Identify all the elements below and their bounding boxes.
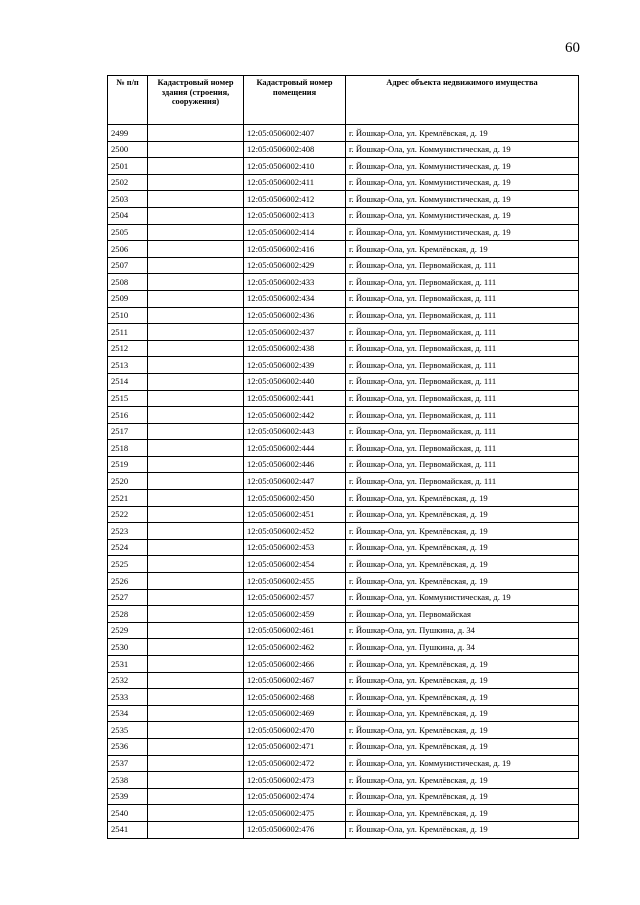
table-row: [108, 390, 579, 407]
premises-cadastral-cell: 12:05:0506002:444: [244, 440, 346, 457]
premises-cadastral-cell: 12:05:0506002:468: [244, 689, 346, 706]
row-number-cell: 2499: [108, 125, 148, 142]
building-cadastral-cell: [148, 722, 244, 739]
table-row: [108, 722, 579, 739]
address-cell: г. Йошкар-Ола, ул. Коммунистическая, д. 19: [346, 191, 579, 208]
address-cell: г. Йошкар-Ола, ул. Кремлёвская, д. 19: [346, 125, 579, 142]
building-cadastral-cell: [148, 622, 244, 639]
premises-cadastral-cell: 12:05:0506002:450: [244, 490, 346, 507]
table-row: [108, 125, 579, 142]
premises-cadastral-cell: 12:05:0506002:453: [244, 539, 346, 556]
premises-cadastral-cell: 12:05:0506002:414: [244, 224, 346, 241]
table-row: [108, 589, 579, 606]
building-cadastral-cell: [148, 606, 244, 623]
row-number-cell: 2521: [108, 490, 148, 507]
premises-cadastral-cell: 12:05:0506002:443: [244, 423, 346, 440]
building-cadastral-cell: [148, 324, 244, 341]
premises-cadastral-cell: 12:05:0506002:462: [244, 639, 346, 656]
row-number-cell: 2537: [108, 755, 148, 772]
address-cell: г. Йошкар-Ола, ул. Кремлёвская, д. 19: [346, 656, 579, 673]
address-cell: г. Йошкар-Ола, ул. Пушкина, д. 34: [346, 622, 579, 639]
row-number-cell: 2536: [108, 738, 148, 755]
address-cell: г. Йошкар-Ола, ул. Кремлёвская, д. 19: [346, 821, 579, 838]
row-number-cell: 2529: [108, 622, 148, 639]
address-cell: г. Йошкар-Ола, ул. Первомайская, д. 111: [346, 274, 579, 291]
premises-cadastral-cell: 12:05:0506002:438: [244, 340, 346, 357]
premises-cadastral-cell: 12:05:0506002:451: [244, 506, 346, 523]
premises-cadastral-cell: 12:05:0506002:437: [244, 324, 346, 341]
row-number-cell: 2532: [108, 672, 148, 689]
premises-cadastral-cell: 12:05:0506002:413: [244, 207, 346, 224]
row-number-cell: 2531: [108, 656, 148, 673]
premises-cadastral-cell: 12:05:0506002:455: [244, 573, 346, 590]
table-row: [108, 573, 579, 590]
table-row: [108, 274, 579, 291]
table-row: [108, 307, 579, 324]
building-cadastral-cell: [148, 506, 244, 523]
row-number-cell: 2524: [108, 539, 148, 556]
row-number-cell: 2514: [108, 373, 148, 390]
row-number-cell: 2506: [108, 241, 148, 258]
address-cell: г. Йошкар-Ола, ул. Первомайская, д. 111: [346, 456, 579, 473]
address-cell: г. Йошкар-Ола, ул. Первомайская, д. 111: [346, 473, 579, 490]
table-row: [108, 490, 579, 507]
premises-cadastral-cell: 12:05:0506002:457: [244, 589, 346, 606]
premises-cadastral-cell: 12:05:0506002:411: [244, 174, 346, 191]
table-row: [108, 622, 579, 639]
address-cell: г. Йошкар-Ола, ул. Пушкина, д. 34: [346, 639, 579, 656]
table-row: [108, 821, 579, 838]
premises-cadastral-cell: 12:05:0506002:416: [244, 241, 346, 258]
row-number-cell: 2516: [108, 407, 148, 424]
table-row: [108, 639, 579, 656]
row-number-cell: 2530: [108, 639, 148, 656]
row-number-cell: 2502: [108, 174, 148, 191]
table-row: [108, 738, 579, 755]
address-cell: г. Йошкар-Ола, ул. Первомайская, д. 111: [346, 407, 579, 424]
address-cell: г. Йошкар-Ола, ул. Кремлёвская, д. 19: [346, 689, 579, 706]
row-number-cell: 2509: [108, 290, 148, 307]
address-cell: г. Йошкар-Ола, ул. Кремлёвская, д. 19: [346, 539, 579, 556]
table-row: [108, 689, 579, 706]
table-row: [108, 805, 579, 822]
building-cadastral-cell: [148, 423, 244, 440]
address-cell: г. Йошкар-Ола, ул. Кремлёвская, д. 19: [346, 506, 579, 523]
premises-cadastral-cell: 12:05:0506002:446: [244, 456, 346, 473]
address-cell: г. Йошкар-Ола, ул. Коммунистическая, д. 19: [346, 141, 579, 158]
premises-cadastral-cell: 12:05:0506002:442: [244, 407, 346, 424]
table-row: [108, 174, 579, 191]
row-number-cell: 2511: [108, 324, 148, 341]
premises-cadastral-cell: 12:05:0506002:429: [244, 257, 346, 274]
premises-cadastral-cell: 12:05:0506002:476: [244, 821, 346, 838]
address-cell: г. Йошкар-Ола, ул. Кремлёвская, д. 19: [346, 805, 579, 822]
address-cell: г. Йошкар-Ола, ул. Кремлёвская, д. 19: [346, 573, 579, 590]
address-cell: г. Йошкар-Ола, ул. Кремлёвская, д. 19: [346, 523, 579, 540]
row-number-cell: 2507: [108, 257, 148, 274]
building-cadastral-cell: [148, 158, 244, 175]
row-number-cell: 2522: [108, 506, 148, 523]
building-cadastral-cell: [148, 440, 244, 457]
table-row: [108, 606, 579, 623]
building-cadastral-cell: [148, 257, 244, 274]
table-row: [108, 473, 579, 490]
row-number-cell: 2527: [108, 589, 148, 606]
premises-cadastral-cell: 12:05:0506002:441: [244, 390, 346, 407]
building-cadastral-cell: [148, 589, 244, 606]
premises-cadastral-cell: 12:05:0506002:447: [244, 473, 346, 490]
premises-cadastral-cell: 12:05:0506002:474: [244, 788, 346, 805]
table-row: [108, 788, 579, 805]
building-cadastral-cell: [148, 390, 244, 407]
premises-cadastral-cell: 12:05:0506002:436: [244, 307, 346, 324]
building-cadastral-cell: [148, 539, 244, 556]
address-cell: г. Йошкар-Ола, ул. Кремлёвская, д. 19: [346, 241, 579, 258]
address-cell: г. Йошкар-Ола, ул. Кремлёвская, д. 19: [346, 556, 579, 573]
premises-cadastral-cell: 12:05:0506002:452: [244, 523, 346, 540]
building-cadastral-cell: [148, 241, 244, 258]
building-cadastral-cell: [148, 224, 244, 241]
row-number-cell: 2525: [108, 556, 148, 573]
building-cadastral-cell: [148, 755, 244, 772]
property-registry-table: [107, 75, 579, 839]
table-row: [108, 141, 579, 158]
building-cadastral-cell: [148, 705, 244, 722]
premises-cadastral-cell: 12:05:0506002:410: [244, 158, 346, 175]
row-number-cell: 2534: [108, 705, 148, 722]
premises-cadastral-cell: 12:05:0506002:461: [244, 622, 346, 639]
table-row: [108, 158, 579, 175]
table-row: [108, 357, 579, 374]
building-cadastral-cell: [148, 174, 244, 191]
building-cadastral-cell: [148, 639, 244, 656]
premises-cadastral-cell: 12:05:0506002:454: [244, 556, 346, 573]
row-number-cell: 2517: [108, 423, 148, 440]
building-cadastral-cell: [148, 307, 244, 324]
premises-cadastral-cell: 12:05:0506002:408: [244, 141, 346, 158]
table-row: [108, 191, 579, 208]
row-number-cell: 2535: [108, 722, 148, 739]
row-number-cell: 2518: [108, 440, 148, 457]
building-cadastral-cell: [148, 821, 244, 838]
row-number-cell: 2528: [108, 606, 148, 623]
address-cell: г. Йошкар-Ола, ул. Первомайская, д. 111: [346, 390, 579, 407]
building-cadastral-cell: [148, 456, 244, 473]
building-cadastral-cell: [148, 672, 244, 689]
premises-cadastral-cell: 12:05:0506002:440: [244, 373, 346, 390]
table-row: [108, 241, 579, 258]
table-body: [108, 125, 579, 839]
building-cadastral-cell: [148, 689, 244, 706]
premises-cadastral-cell: 12:05:0506002:472: [244, 755, 346, 772]
row-number-cell: 2500: [108, 141, 148, 158]
row-number-cell: 2541: [108, 821, 148, 838]
table-row: [108, 224, 579, 241]
address-cell: г. Йошкар-Ола, ул. Кремлёвская, д. 19: [346, 772, 579, 789]
address-cell: г. Йошкар-Ола, ул. Кремлёвская, д. 19: [346, 788, 579, 805]
table-row: [108, 290, 579, 307]
building-cadastral-cell: [148, 290, 244, 307]
table-row: [108, 556, 579, 573]
premises-cadastral-cell: 12:05:0506002:469: [244, 705, 346, 722]
premises-cadastral-cell: 12:05:0506002:439: [244, 357, 346, 374]
address-cell: г. Йошкар-Ола, ул. Первомайская, д. 111: [346, 324, 579, 341]
header-building-cadastral-number: Кадастровый номер здания (строения, сооружения): [148, 76, 244, 125]
table-row: [108, 257, 579, 274]
address-cell: г. Йошкар-Ола, ул. Коммунистическая, д. 19: [346, 174, 579, 191]
row-number-cell: 2539: [108, 788, 148, 805]
building-cadastral-cell: [148, 656, 244, 673]
address-cell: г. Йошкар-Ола, ул. Коммунистическая, д. 19: [346, 755, 579, 772]
row-number-cell: 2508: [108, 274, 148, 291]
building-cadastral-cell: [148, 340, 244, 357]
premises-cadastral-cell: 12:05:0506002:434: [244, 290, 346, 307]
building-cadastral-cell: [148, 207, 244, 224]
premises-cadastral-cell: 12:05:0506002:473: [244, 772, 346, 789]
row-number-cell: 2504: [108, 207, 148, 224]
building-cadastral-cell: [148, 473, 244, 490]
address-cell: г. Йошкар-Ола, ул. Коммунистическая, д. 19: [346, 207, 579, 224]
building-cadastral-cell: [148, 805, 244, 822]
address-cell: г. Йошкар-Ола, ул. Кремлёвская, д. 19: [346, 705, 579, 722]
address-cell: г. Йошкар-Ола, ул. Первомайская, д. 111: [346, 423, 579, 440]
table-row: [108, 440, 579, 457]
table-header-row: [108, 76, 579, 125]
building-cadastral-cell: [148, 357, 244, 374]
building-cadastral-cell: [148, 125, 244, 142]
row-number-cell: 2515: [108, 390, 148, 407]
address-cell: г. Йошкар-Ола, ул. Кремлёвская, д. 19: [346, 672, 579, 689]
table-row: [108, 772, 579, 789]
header-property-address: Адрес объекта недвижимого имущества: [346, 76, 579, 125]
table-row: [108, 523, 579, 540]
address-cell: г. Йошкар-Ола, ул. Кремлёвская, д. 19: [346, 490, 579, 507]
page-number: 60: [565, 40, 580, 56]
address-cell: г. Йошкар-Ола, ул. Первомайская: [346, 606, 579, 623]
row-number-cell: 2505: [108, 224, 148, 241]
row-number-cell: 2501: [108, 158, 148, 175]
table-row: [108, 373, 579, 390]
row-number-cell: 2523: [108, 523, 148, 540]
row-number-cell: 2526: [108, 573, 148, 590]
table-row: [108, 705, 579, 722]
row-number-cell: 2512: [108, 340, 148, 357]
address-cell: г. Йошкар-Ола, ул. Кремлёвская, д. 19: [346, 738, 579, 755]
building-cadastral-cell: [148, 738, 244, 755]
building-cadastral-cell: [148, 490, 244, 507]
row-number-cell: 2503: [108, 191, 148, 208]
row-number-cell: 2519: [108, 456, 148, 473]
table-row: [108, 340, 579, 357]
building-cadastral-cell: [148, 191, 244, 208]
premises-cadastral-cell: 12:05:0506002:433: [244, 274, 346, 291]
building-cadastral-cell: [148, 274, 244, 291]
premises-cadastral-cell: 12:05:0506002:412: [244, 191, 346, 208]
premises-cadastral-cell: 12:05:0506002:467: [244, 672, 346, 689]
table-row: [108, 407, 579, 424]
building-cadastral-cell: [148, 373, 244, 390]
table-row: [108, 656, 579, 673]
address-cell: г. Йошкар-Ола, ул. Коммунистическая, д. 19: [346, 224, 579, 241]
row-number-cell: 2533: [108, 689, 148, 706]
table-row: [108, 539, 579, 556]
row-number-cell: 2540: [108, 805, 148, 822]
header-premises-cadastral-number: Кадастровый номер помещения: [244, 76, 346, 125]
premises-cadastral-cell: 12:05:0506002:470: [244, 722, 346, 739]
address-cell: г. Йошкар-Ола, ул. Коммунистическая, д. 19: [346, 589, 579, 606]
row-number-cell: 2520: [108, 473, 148, 490]
premises-cadastral-cell: 12:05:0506002:459: [244, 606, 346, 623]
address-cell: г. Йошкар-Ола, ул. Первомайская, д. 111: [346, 257, 579, 274]
table-row: [108, 755, 579, 772]
building-cadastral-cell: [148, 772, 244, 789]
building-cadastral-cell: [148, 523, 244, 540]
header-row-number: № п/п: [108, 76, 148, 125]
address-cell: г. Йошкар-Ола, ул. Коммунистическая, д. 19: [346, 158, 579, 175]
address-cell: г. Йошкар-Ола, ул. Первомайская, д. 111: [346, 373, 579, 390]
address-cell: г. Йошкар-Ола, ул. Первомайская, д. 111: [346, 340, 579, 357]
building-cadastral-cell: [148, 407, 244, 424]
table-row: [108, 423, 579, 440]
table-row: [108, 456, 579, 473]
table-row: [108, 207, 579, 224]
address-cell: г. Йошкар-Ола, ул. Первомайская, д. 111: [346, 290, 579, 307]
building-cadastral-cell: [148, 556, 244, 573]
building-cadastral-cell: [148, 141, 244, 158]
premises-cadastral-cell: 12:05:0506002:475: [244, 805, 346, 822]
row-number-cell: 2513: [108, 357, 148, 374]
table-row: [108, 324, 579, 341]
row-number-cell: 2510: [108, 307, 148, 324]
address-cell: г. Йошкар-Ола, ул. Кремлёвская, д. 19: [346, 722, 579, 739]
address-cell: г. Йошкар-Ола, ул. Первомайская, д. 111: [346, 357, 579, 374]
row-number-cell: 2538: [108, 772, 148, 789]
building-cadastral-cell: [148, 788, 244, 805]
premises-cadastral-cell: 12:05:0506002:471: [244, 738, 346, 755]
premises-cadastral-cell: 12:05:0506002:466: [244, 656, 346, 673]
table-row: [108, 506, 579, 523]
address-cell: г. Йошкар-Ола, ул. Первомайская, д. 111: [346, 440, 579, 457]
premises-cadastral-cell: 12:05:0506002:407: [244, 125, 346, 142]
table-row: [108, 672, 579, 689]
address-cell: г. Йошкар-Ола, ул. Первомайская, д. 111: [346, 307, 579, 324]
building-cadastral-cell: [148, 573, 244, 590]
